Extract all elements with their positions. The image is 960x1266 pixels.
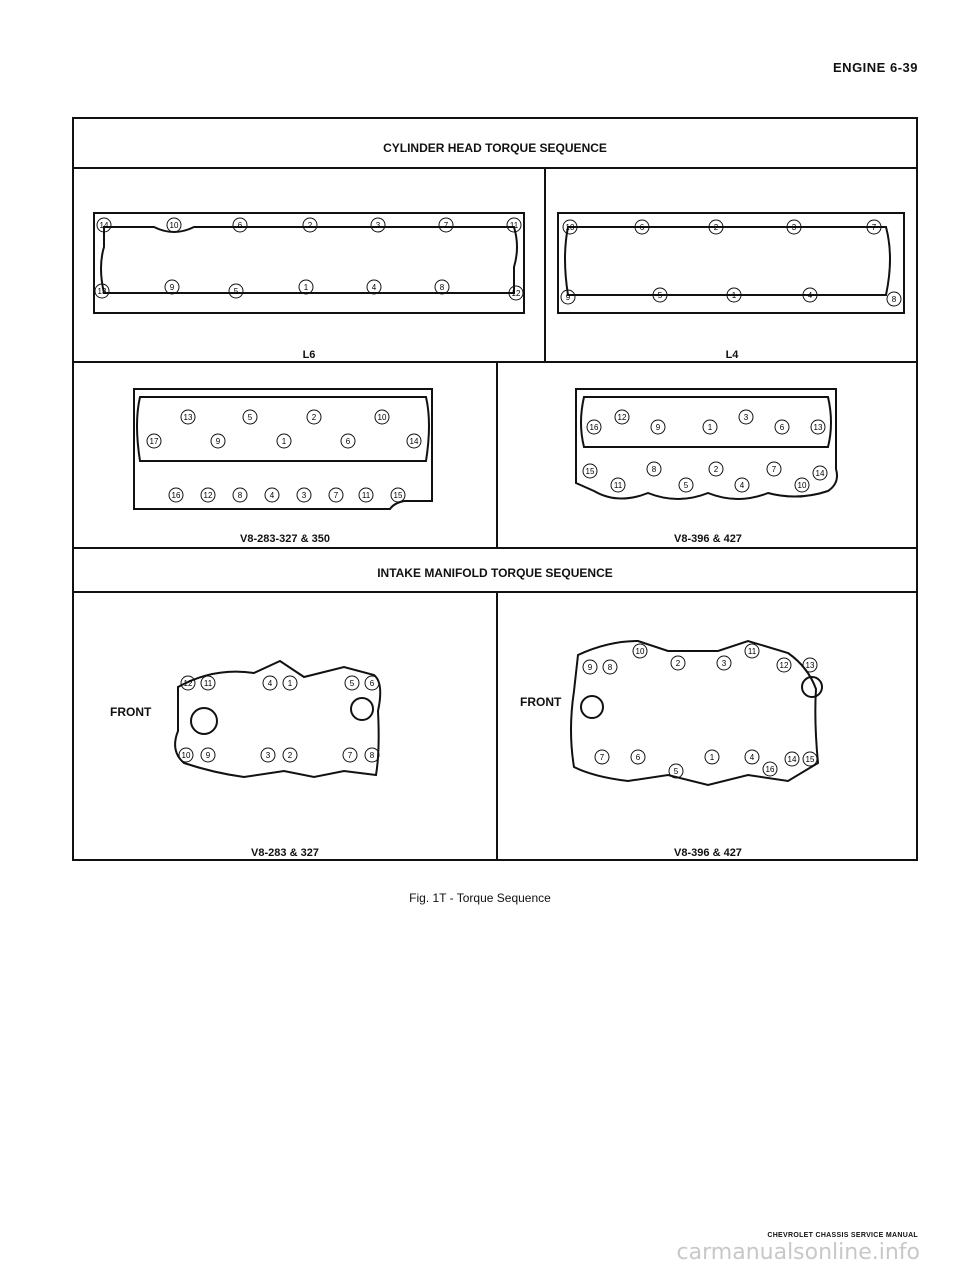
watermark: carmanualsonline.info: [676, 1240, 920, 1265]
panel-v8-396-head: [498, 363, 918, 547]
bolt-im396-lower-4: [705, 750, 719, 764]
svg-text:6: 6: [635, 753, 641, 762]
bolt-v8396-bottom-2: [611, 478, 625, 492]
svg-text:4: 4: [371, 283, 377, 292]
bolt-im283-top-2: [201, 676, 215, 690]
bolt-im396-lower-7: [785, 752, 799, 766]
bolt-l4-left-end: [561, 290, 575, 304]
bolt-l6-top-5: [371, 218, 385, 232]
bolt-im396-lower-6: [763, 762, 777, 776]
intake-manifold-title: INTAKE MANIFOLD TORQUE SEQUENCE: [74, 547, 916, 593]
bolt-v8283-upper-2: [243, 410, 257, 424]
svg-text:15: 15: [393, 491, 403, 500]
svg-text:7: 7: [771, 465, 777, 474]
bolt-im396-upper-3: [671, 656, 685, 670]
torque-sequence-figure: [72, 117, 918, 861]
svg-text:3: 3: [301, 491, 307, 500]
svg-text:2: 2: [307, 221, 313, 230]
bolt-v8283-bottom-4: [265, 488, 279, 502]
svg-text:2: 2: [287, 751, 293, 760]
bolt-im283-top-4: [283, 676, 297, 690]
bolt-l6-top-4: [303, 218, 317, 232]
l4-head-diagram: [546, 167, 918, 363]
svg-text:2: 2: [311, 413, 317, 422]
bolt-im396-upper-6: [803, 658, 817, 672]
svg-text:1: 1: [287, 679, 293, 688]
im283-bolts: [179, 676, 379, 762]
l4-caption: L4: [725, 349, 739, 361]
bolt-l6-top-2: [167, 218, 181, 232]
panel-v8-283-head: [74, 363, 496, 547]
v8-396-head-diagram: [498, 363, 918, 547]
l4-bolts: [561, 220, 901, 306]
svg-text:15: 15: [585, 467, 595, 476]
v8-283-bolts: [147, 410, 421, 502]
svg-text:5: 5: [657, 291, 663, 300]
bolt-v8396-bottom-5: [795, 478, 809, 492]
svg-text:1: 1: [281, 437, 287, 446]
svg-text:6: 6: [779, 423, 785, 432]
panel-v8-283-intake: [74, 591, 496, 861]
svg-text:16: 16: [171, 491, 181, 500]
svg-text:7: 7: [347, 751, 353, 760]
bolt-l6-bottom-5: [435, 280, 449, 294]
bolt-im283-top-3: [263, 676, 277, 690]
bolt-v8396-bottom-1: [583, 464, 597, 478]
bolt-v8283-bottom-3: [233, 488, 247, 502]
bolt-l6-top-1: [97, 218, 111, 232]
v8-396-intake-diagram: [498, 591, 918, 861]
bolt-l6-bottom-1: [165, 280, 179, 294]
svg-text:5: 5: [683, 481, 689, 490]
svg-text:8: 8: [369, 751, 375, 760]
page-header: ENGINE 6-39: [833, 60, 918, 75]
bolt-im396-top-2: [745, 644, 759, 658]
svg-text:4: 4: [267, 679, 273, 688]
bolt-v8396-bottom-4: [735, 478, 749, 492]
bolt-v8283-middle-2: [211, 434, 225, 448]
svg-text:7: 7: [333, 491, 339, 500]
bolt-v8283-upper-4: [375, 410, 389, 424]
svg-text:8: 8: [651, 465, 657, 474]
bolt-v8283-middle-4: [341, 434, 355, 448]
svg-text:5: 5: [349, 679, 355, 688]
svg-text:1: 1: [709, 753, 715, 762]
svg-text:14: 14: [787, 755, 797, 764]
bolt-v8283-upper-3: [307, 410, 321, 424]
svg-text:11: 11: [509, 221, 519, 230]
bolt-im283-bottom-1: [179, 748, 193, 762]
svg-text:9: 9: [565, 293, 571, 302]
svg-text:6: 6: [369, 679, 375, 688]
svg-text:13: 13: [805, 661, 815, 670]
svg-text:16: 16: [589, 423, 599, 432]
bolt-l6-bottom-2: [229, 284, 243, 298]
bolt-v8396-lower-3: [767, 462, 781, 476]
v8-396-head-caption: V8-396 & 427: [674, 533, 742, 545]
bolt-v8396-middle-1: [587, 420, 601, 434]
svg-text:10: 10: [565, 223, 575, 232]
im396-bolts: [583, 644, 817, 778]
v8-283-head-diagram: [74, 363, 496, 547]
svg-text:15: 15: [805, 755, 815, 764]
svg-text:10: 10: [797, 481, 807, 490]
v8-396-bolts: [583, 410, 827, 492]
bolt-v8396-bottom-6: [813, 466, 827, 480]
svg-text:11: 11: [203, 679, 213, 688]
manual-footer: CHEVROLET CHASSIS SERVICE MANUAL: [767, 1232, 918, 1239]
svg-text:3: 3: [265, 751, 271, 760]
svg-text:9: 9: [205, 751, 211, 760]
bolt-im396-lower-1: [595, 750, 609, 764]
bolt-im396-upper-4: [717, 656, 731, 670]
svg-text:5: 5: [247, 413, 253, 422]
svg-text:7: 7: [871, 223, 877, 232]
svg-text:12: 12: [203, 491, 213, 500]
v8-283-intake-caption: V8-283 & 327: [251, 847, 319, 859]
svg-text:12: 12: [511, 289, 521, 298]
bolt-l6-bottom-3: [299, 280, 313, 294]
bolt-v8396-middle-5: [811, 420, 825, 434]
bolt-l6-bottom-4: [367, 280, 381, 294]
bolt-l6-top-3: [233, 218, 247, 232]
bolt-v8396-upper-1: [615, 410, 629, 424]
svg-text:10: 10: [181, 751, 191, 760]
svg-text:14: 14: [815, 469, 825, 478]
bolt-im396-lower-3: [669, 764, 683, 778]
svg-text:8: 8: [439, 283, 445, 292]
bolt-im396-upper-1: [583, 660, 597, 674]
front-label: FRONT: [110, 705, 152, 719]
svg-text:4: 4: [269, 491, 275, 500]
svg-text:10: 10: [377, 413, 387, 422]
svg-text:13: 13: [183, 413, 193, 422]
bolt-im283-bottom-6: [365, 748, 379, 762]
svg-text:9: 9: [587, 663, 593, 672]
front-label: FRONT: [520, 695, 562, 709]
bolt-im283-bottom-2: [201, 748, 215, 762]
bolt-l6-top-7: [507, 218, 521, 232]
bolt-v8283-middle-3: [277, 434, 291, 448]
svg-text:4: 4: [749, 753, 755, 762]
bolt-v8283-upper-1: [181, 410, 195, 424]
svg-text:9: 9: [655, 423, 661, 432]
bolt-v8283-middle-1: [147, 434, 161, 448]
bolt-v8283-bottom-8: [391, 488, 405, 502]
bolt-v8396-upper-2: [739, 410, 753, 424]
svg-text:2: 2: [675, 659, 681, 668]
svg-text:8: 8: [237, 491, 243, 500]
bolt-im283-top-1: [181, 676, 195, 690]
bolt-v8396-lower-1: [647, 462, 661, 476]
svg-text:11: 11: [747, 647, 757, 656]
bolt-im396-lower-2: [631, 750, 645, 764]
svg-text:9: 9: [169, 283, 175, 292]
bolt-v8396-lower-2: [709, 462, 723, 476]
bolt-im283-top-6: [365, 676, 379, 690]
bolt-im283-bottom-5: [343, 748, 357, 762]
v8-283-head-caption: V8-283-327 & 350: [240, 533, 330, 545]
svg-text:7: 7: [443, 221, 449, 230]
bolt-im396-lower-8: [803, 752, 817, 766]
v8-396-intake-caption: V8-396 & 427: [674, 847, 742, 859]
svg-text:13: 13: [97, 287, 107, 296]
svg-text:7: 7: [599, 753, 605, 762]
svg-text:11: 11: [361, 491, 371, 500]
svg-text:17: 17: [149, 437, 159, 446]
l6-head-diagram: [74, 167, 544, 363]
figure-caption: Fig. 1T - Torque Sequence: [409, 891, 551, 905]
bolt-v8396-middle-2: [651, 420, 665, 434]
svg-text:16: 16: [765, 765, 775, 774]
panel-l4: [546, 167, 918, 363]
svg-text:5: 5: [233, 287, 239, 296]
bolt-im396-top-1: [633, 644, 647, 658]
svg-text:5: 5: [673, 767, 679, 776]
svg-text:3: 3: [375, 221, 381, 230]
bolt-l6-right-end: [509, 286, 523, 300]
svg-text:9: 9: [215, 437, 221, 446]
bolt-im283-bottom-3: [261, 748, 275, 762]
svg-text:1: 1: [731, 291, 737, 300]
svg-text:6: 6: [237, 221, 243, 230]
svg-text:8: 8: [607, 663, 613, 672]
bolt-v8283-bottom-2: [201, 488, 215, 502]
svg-text:4: 4: [807, 291, 813, 300]
svg-text:10: 10: [635, 647, 645, 656]
svg-text:14: 14: [99, 221, 109, 230]
bolt-im283-top-5: [345, 676, 359, 690]
svg-text:1: 1: [707, 423, 713, 432]
bolt-v8396-middle-4: [775, 420, 789, 434]
svg-text:14: 14: [409, 437, 419, 446]
svg-text:13: 13: [813, 423, 823, 432]
bolt-v8283-bottom-5: [297, 488, 311, 502]
v8-283-intake-diagram: [74, 591, 496, 861]
svg-text:1: 1: [303, 283, 309, 292]
svg-text:12: 12: [617, 413, 627, 422]
bolt-v8396-bottom-3: [679, 478, 693, 492]
svg-text:11: 11: [613, 481, 623, 490]
bolt-im396-lower-5: [745, 750, 759, 764]
bolt-l6-left-end: [95, 284, 109, 298]
bolt-l6-top-6: [439, 218, 453, 232]
bolt-v8283-bottom-1: [169, 488, 183, 502]
bolt-v8396-middle-3: [703, 420, 717, 434]
bolt-v8283-bottom-7: [359, 488, 373, 502]
svg-text:10: 10: [169, 221, 179, 230]
svg-text:4: 4: [739, 481, 745, 490]
svg-text:12: 12: [779, 661, 789, 670]
l6-caption: L6: [302, 349, 316, 361]
panel-l6: [74, 167, 544, 363]
svg-text:6: 6: [345, 437, 351, 446]
bolt-v8283-middle-5: [407, 434, 421, 448]
bolt-im283-bottom-4: [283, 748, 297, 762]
bolt-l4-right-end: [887, 292, 901, 306]
svg-text:2: 2: [713, 465, 719, 474]
panel-v8-396-intake: [498, 591, 918, 861]
svg-text:12: 12: [183, 679, 193, 688]
svg-text:3: 3: [743, 413, 749, 422]
cylinder-head-title: CYLINDER HEAD TORQUE SEQUENCE: [74, 119, 916, 169]
svg-text:6: 6: [639, 223, 645, 232]
bolt-v8283-bottom-6: [329, 488, 343, 502]
svg-text:8: 8: [891, 295, 897, 304]
svg-text:2: 2: [713, 223, 719, 232]
bolt-im396-upper-2: [603, 660, 617, 674]
bolt-im396-upper-5: [777, 658, 791, 672]
svg-text:3: 3: [791, 223, 797, 232]
svg-text:3: 3: [721, 659, 727, 668]
